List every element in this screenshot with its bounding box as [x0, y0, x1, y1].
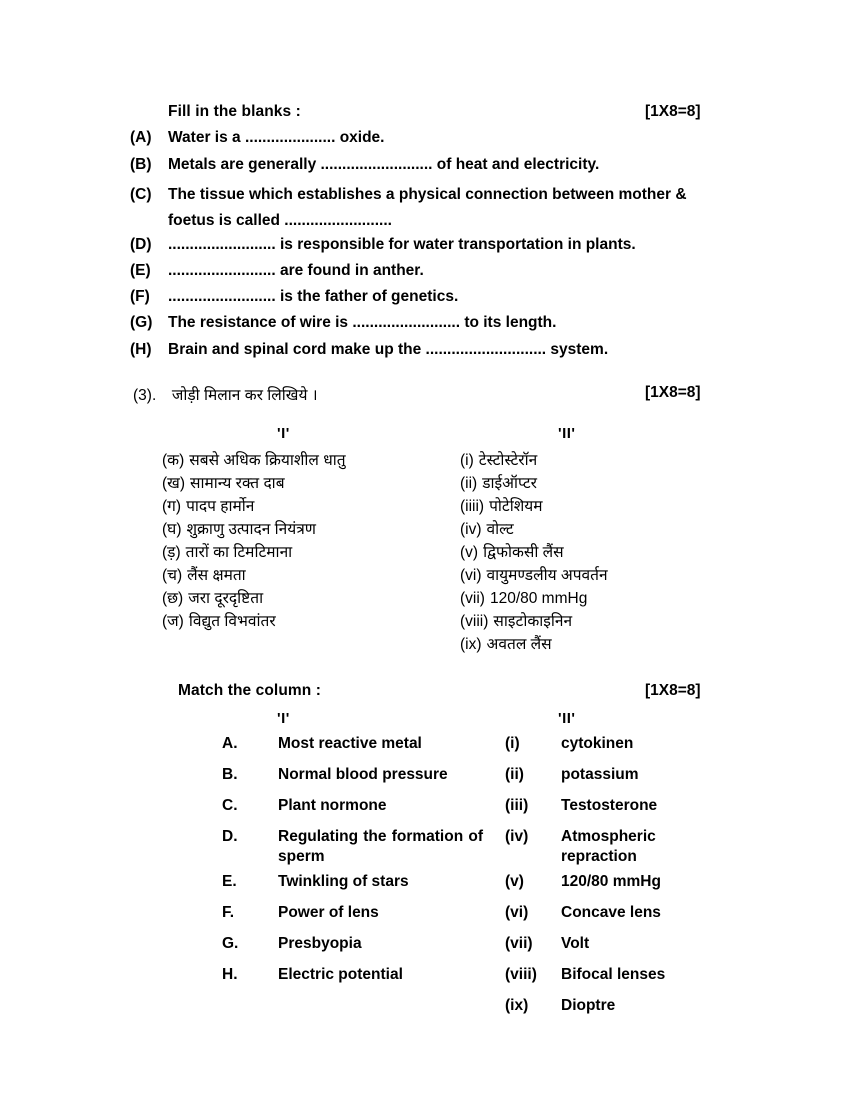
- row-label: (ii): [505, 766, 524, 783]
- item-label: (F): [130, 288, 150, 305]
- english-col2-row: [505, 965, 751, 985]
- row-label: B.: [222, 766, 238, 783]
- row-text: विद्युत विभवांतर: [188, 613, 276, 630]
- row-text: वायुमण्डलीय अपवर्तन: [486, 567, 608, 584]
- row-number: (v): [460, 544, 479, 561]
- hindi-col1-row: [162, 519, 316, 542]
- fill-in-the-blanks-item-h: [130, 340, 730, 359]
- row-label: F.: [222, 904, 235, 921]
- row-number: (ii): [460, 475, 478, 492]
- row-label: G.: [222, 935, 239, 952]
- row-text: पोटेशियम: [489, 498, 543, 515]
- item-text: Water is a ..................... oxide.: [168, 129, 385, 146]
- fill-in-the-blanks-item-d: [130, 235, 730, 254]
- hindi-col2-row: [460, 542, 564, 565]
- hindi-col2-row: [460, 634, 552, 657]
- hindi-col2-row: [460, 565, 608, 588]
- row-text: जरा दूरदृष्टिता: [188, 590, 264, 607]
- row-text: वोल्ट: [486, 521, 514, 538]
- row-text: द्विफोकसी लैंस: [483, 544, 564, 561]
- hindi-col1-row: [162, 450, 346, 473]
- fill-in-the-blanks-item-a: [130, 128, 730, 147]
- fill-in-the-blanks-item-e: [130, 261, 730, 280]
- item-text: ......................... is responsible for water transportation in plants.: [168, 236, 636, 253]
- question-3-marks: [1X8=8]: [645, 384, 701, 401]
- hindi-column-2-header: 'II': [558, 425, 576, 442]
- english-col1-row: [222, 934, 362, 954]
- item-label: (B): [130, 156, 152, 173]
- row-number: (iv): [460, 521, 482, 538]
- item-text: The tissue which establishes a physical connection between mother & foetus is called .........................: [168, 186, 687, 229]
- row-label: (v): [505, 873, 524, 890]
- question-3-title: जोड़ी मिलान कर लिखिये ।: [171, 387, 318, 404]
- row-text: Electric potential: [278, 966, 403, 983]
- row-number: (viii): [460, 613, 489, 630]
- item-label: (C): [130, 186, 152, 203]
- row-number: (i): [460, 452, 474, 469]
- item-text: ......................... is the father of genetics.: [168, 288, 459, 305]
- row-label: E.: [222, 873, 237, 890]
- row-label: A.: [222, 735, 238, 752]
- row-text: Atmospheric repraction: [561, 828, 656, 865]
- row-text: Dioptre: [561, 997, 616, 1014]
- fill-in-the-blanks-item-c: [130, 182, 700, 234]
- item-label: (H): [130, 341, 152, 358]
- item-text: Metals are generally .......................... of heat and electricity.: [168, 156, 600, 173]
- row-text: अवतल लैंस: [486, 636, 552, 653]
- item-label: (D): [130, 236, 152, 253]
- hindi-column-1-header: 'I': [277, 425, 290, 442]
- hindi-col1-row: [162, 496, 254, 519]
- row-number: (ख): [162, 475, 186, 492]
- english-col2-row: [505, 796, 751, 816]
- english-col1-row: [222, 903, 379, 923]
- row-number: (vii): [460, 590, 485, 607]
- row-number: (क): [162, 452, 185, 469]
- english-column-2-header: 'II': [558, 710, 576, 727]
- hindi-col1-row: [162, 611, 276, 634]
- hindi-col2-row: [460, 496, 543, 519]
- english-col1-row: [222, 965, 403, 985]
- row-text: Most reactive metal: [278, 735, 422, 752]
- row-label: (iii): [505, 797, 529, 814]
- question-3-number: (3).: [133, 387, 157, 404]
- row-number: (vi): [460, 567, 482, 584]
- row-number: (छ): [162, 590, 184, 607]
- row-text: cytokinen: [561, 735, 634, 752]
- row-text: Normal blood pressure: [278, 766, 448, 783]
- hindi-col2-row: [460, 519, 514, 542]
- row-text: Testosterone: [561, 797, 658, 814]
- row-text: 120/80 mmHg: [561, 873, 661, 890]
- row-label: C.: [222, 797, 238, 814]
- english-col1-row: [222, 827, 483, 867]
- english-column-1-header: 'I': [277, 710, 290, 727]
- row-text: Regulating the formation of sperm: [278, 828, 483, 865]
- english-col2-row: [505, 872, 751, 892]
- english-col2-row: [505, 734, 751, 754]
- hindi-col1-row: [162, 588, 263, 611]
- row-label: (vi): [505, 904, 529, 921]
- hindi-col1-row: [162, 473, 285, 496]
- row-text: Twinkling of stars: [278, 873, 409, 890]
- fill-in-the-blanks-marks: [1X8=8]: [645, 103, 701, 120]
- item-label: (G): [130, 314, 153, 331]
- row-text: तारों का टिमटिमाना: [185, 544, 293, 561]
- row-text: साइटोकाइनिन: [493, 613, 573, 630]
- hindi-col1-row: [162, 565, 246, 588]
- row-text: सामान्य रक्त दाब: [190, 475, 285, 492]
- item-label: (E): [130, 262, 151, 279]
- english-col1-row: [222, 796, 387, 816]
- row-text: टेस्टोस्टेरॉन: [478, 452, 538, 469]
- row-text: potassium: [561, 766, 639, 783]
- row-label: (viii): [505, 966, 537, 983]
- row-number: (ix): [460, 636, 482, 653]
- english-col2-row: [505, 765, 751, 785]
- row-text: सबसे अधिक क्रियाशील धातु: [189, 452, 346, 469]
- row-text: Bifocal lenses: [561, 966, 666, 983]
- row-number: (ज): [162, 613, 184, 630]
- row-label: (iv): [505, 828, 529, 845]
- row-text: Presbyopia: [278, 935, 362, 952]
- row-text: शुक्राणु उत्पादन नियंत्रण: [186, 521, 316, 538]
- item-text: ......................... are found in anther.: [168, 262, 424, 279]
- row-number: (ग): [162, 498, 182, 515]
- match-the-column-marks: [1X8=8]: [645, 682, 701, 699]
- fill-in-the-blanks-item-f: [130, 287, 730, 306]
- row-text: Volt: [561, 935, 590, 952]
- row-text: Power of lens: [278, 904, 379, 921]
- row-label: (vii): [505, 935, 533, 952]
- hindi-col2-row: [460, 473, 537, 496]
- row-text: पादप हार्मोन: [186, 498, 255, 515]
- item-label: (A): [130, 129, 152, 146]
- item-text: Brain and spinal cord make up the ............................ system.: [168, 341, 609, 358]
- row-text: लैंस क्षमता: [187, 567, 246, 584]
- row-number: (च): [162, 567, 183, 584]
- row-label: D.: [222, 828, 238, 845]
- row-label: H.: [222, 966, 238, 983]
- english-col1-row: [222, 872, 409, 892]
- fill-in-the-blanks-title: Fill in the blanks :: [168, 103, 301, 120]
- match-the-column-title: Match the column :: [178, 682, 322, 699]
- hindi-col2-row: [460, 611, 572, 634]
- english-col1-row: [222, 734, 422, 754]
- question-3-heading: [133, 383, 318, 405]
- item-text: The resistance of wire is ......................... to its length.: [168, 314, 557, 331]
- hindi-col2-row: [460, 450, 537, 473]
- english-col2-row: [505, 827, 665, 867]
- row-label: (ix): [505, 997, 529, 1014]
- row-text: Concave lens: [561, 904, 661, 921]
- row-label: (i): [505, 735, 520, 752]
- english-col2-row: [505, 934, 751, 954]
- english-col1-row: [222, 765, 448, 785]
- fill-in-the-blanks-item-g: [130, 313, 730, 332]
- row-number: (घ): [162, 521, 182, 538]
- fill-in-the-blanks-item-b: [130, 155, 730, 174]
- row-number: (iiii): [460, 498, 485, 515]
- hindi-col2-row: [460, 588, 587, 611]
- row-text: डाईऑप्टर: [482, 475, 537, 492]
- english-col2-row: [505, 996, 751, 1016]
- hindi-col1-row: [162, 542, 292, 565]
- row-number: (ड़): [162, 544, 181, 561]
- row-text: 120/80 mmHg: [489, 590, 588, 607]
- row-text: Plant normone: [278, 797, 387, 814]
- english-col2-row: [505, 903, 751, 923]
